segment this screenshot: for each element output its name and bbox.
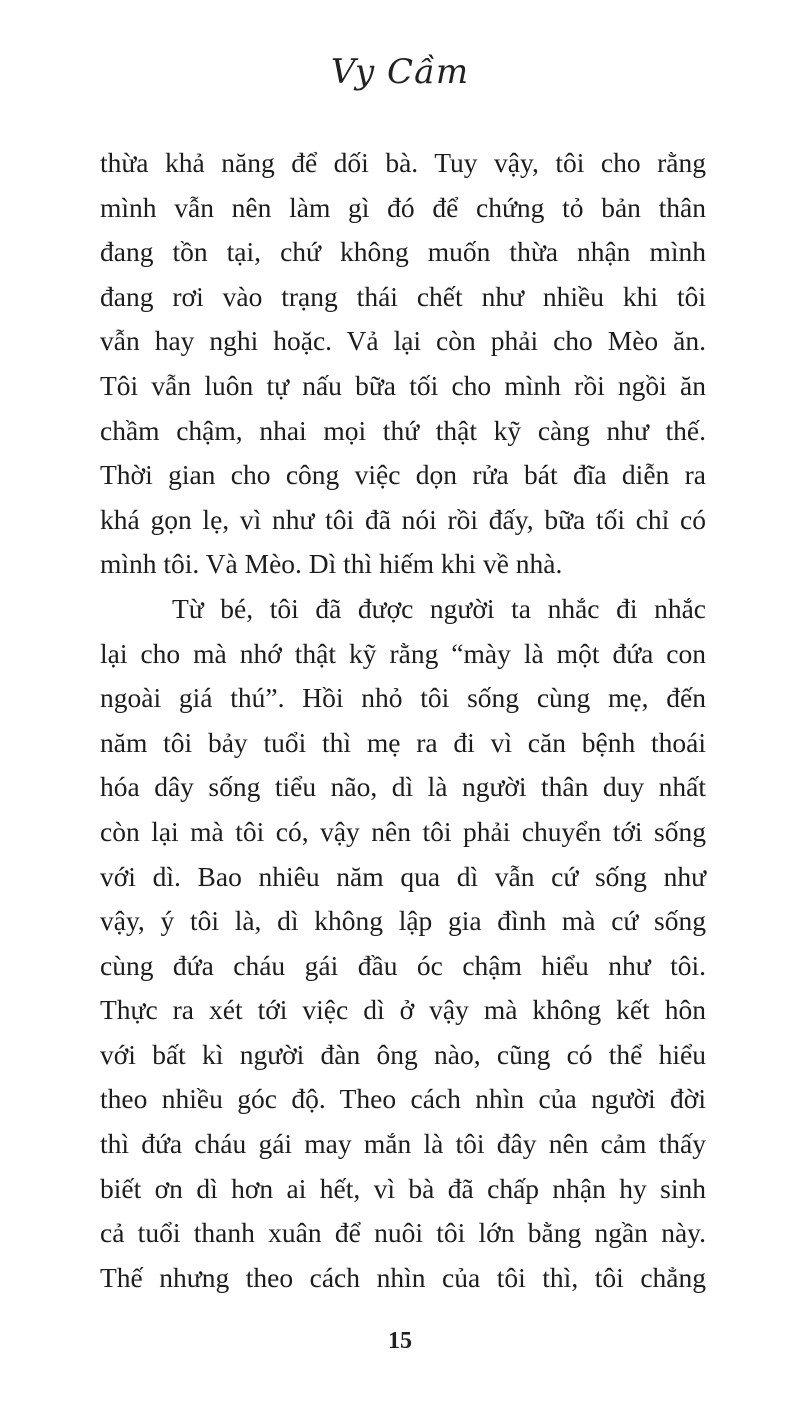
text-line: cùng đứa cháu gái đầu óc chậm hiểu như tôi.	[100, 949, 706, 981]
text-line: ngoài giá thú”. Hồi nhỏ tôi sống cùng mẹ, đến	[100, 682, 706, 714]
text-line: lại cho mà nhớ thật kỹ rằng “mày là một đứa con	[100, 637, 706, 669]
page-number: 15	[388, 1328, 412, 1354]
paragraph-end-line: mình tôi. Và Mèo. Dì thì hiếm khi về nhà.	[100, 548, 563, 580]
text-line: Thời gian cho công việc dọn rửa bát đĩa diễn ra	[100, 459, 706, 491]
text-line: còn lại mà tôi có, vậy nên tôi phải chuyển tới sống	[100, 815, 706, 847]
text-line: với bất kì người đàn ông nào, cũng có thể hiểu	[100, 1038, 706, 1070]
body-text	[100, 141, 706, 1300]
running-title: Vy Cầm	[330, 52, 470, 92]
text-line: chầm chậm, nhai mọi thứ thật kỹ càng như thế.	[100, 414, 706, 446]
text-line: thừa khả năng để dối bà. Tuy vậy, tôi cho rằng	[100, 147, 706, 178]
text-line: mình vẫn nên làm gì đó để chứng tỏ bản thân	[100, 191, 706, 223]
text-line: khá gọn lẹ, vì như tôi đã nói rồi đấy, bữa tối chỉ có	[100, 503, 706, 535]
paragraph-first-line: Từ bé, tôi đã được người ta nhắc đi nhắc	[172, 592, 706, 624]
text-line: vẫn hay nghi hoặc. Vả lại còn phải cho Mèo ăn.	[100, 325, 706, 357]
text-line: thì đứa cháu gái may mắn là tôi đây nên cảm thấy	[100, 1128, 706, 1160]
text-line: với dì. Bao nhiêu năm qua dì vẫn cứ sống như	[100, 860, 706, 892]
text-line: Thực ra xét tới việc dì ở vậy mà không kết hôn	[100, 994, 706, 1026]
text-line: Tôi vẫn luôn tự nấu bữa tối cho mình rồi ngồi ăn	[100, 369, 706, 401]
text-line: hóa dây sống tiểu não, dì là người thân duy nhất	[100, 771, 706, 803]
text-line: đang tồn tại, chứ không muốn thừa nhận mình	[100, 236, 706, 268]
text-line: cả tuổi thanh xuân để nuôi tôi lớn bằng ngần này.	[100, 1217, 706, 1249]
text-line: biết ơn dì hơn ai hết, vì bà đã chấp nhận hy sinh	[100, 1172, 706, 1204]
text-line: theo nhiều góc độ. Theo cách nhìn của người đời	[100, 1083, 706, 1115]
text-line: Thế nhưng theo cách nhìn của tôi thì, tôi chẳng	[100, 1261, 706, 1293]
text-line: năm tôi bảy tuổi thì mẹ ra đi vì căn bệnh thoái	[100, 726, 706, 758]
text-line: vậy, ý tôi là, dì không lập gia đình mà cứ sống	[100, 905, 706, 937]
text-line: đang rơi vào trạng thái chết như nhiều khi tôi	[100, 280, 706, 312]
